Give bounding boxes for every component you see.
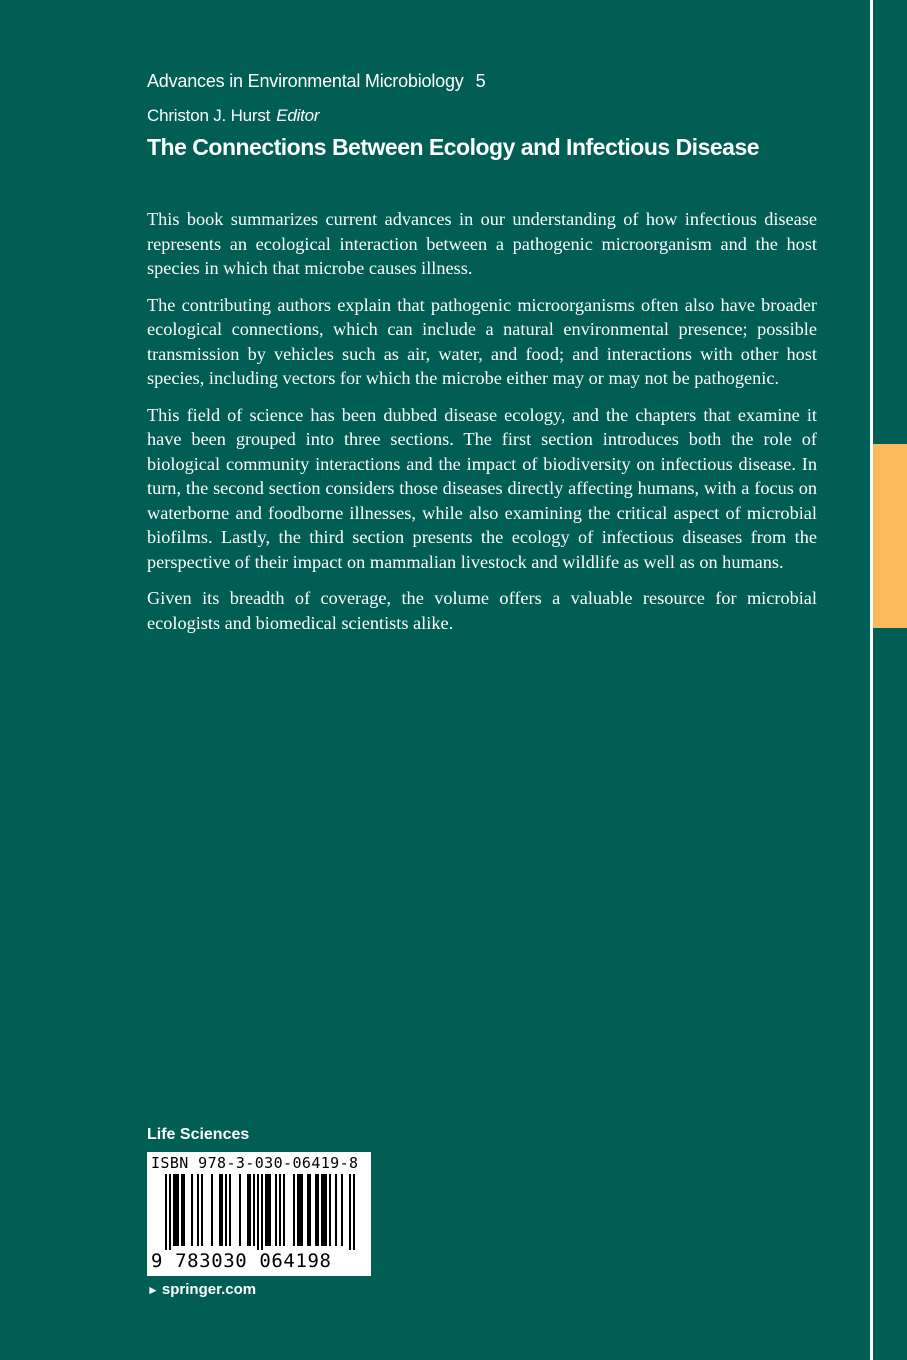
barcode-bar: [221, 1174, 223, 1246]
barcode-bar: [219, 1174, 221, 1246]
barcode-bar: [165, 1174, 167, 1250]
barcode-bar: [175, 1174, 177, 1246]
barcode-bar: [265, 1174, 267, 1246]
barcode-bar: [191, 1174, 193, 1246]
barcode-bar: [177, 1174, 179, 1246]
barcode-bar: [341, 1174, 343, 1246]
barcode-bar: [169, 1174, 171, 1250]
barcode-bar: [239, 1174, 241, 1246]
barcode-bar: [323, 1174, 325, 1246]
book-description: [147, 207, 817, 647]
editor-line: [147, 104, 319, 128]
barcode-bar: [329, 1174, 331, 1246]
barcode-bar: [267, 1174, 269, 1246]
barcode-bar: [229, 1174, 231, 1246]
editor-name: Christon J. Hurst: [147, 106, 271, 125]
barcode-bar: [321, 1174, 323, 1246]
barcode-bar: [335, 1174, 337, 1246]
isbn-barcode: [147, 1152, 371, 1276]
barcode-bar: [249, 1174, 251, 1246]
barcode-bar: [269, 1174, 271, 1246]
description-paragraph: This field of science has been dubbed disease ecology, and the chapters that examine it have been grouped into three sections. The first section introduces both the role of biological community interactions and the impact of biodiversity on infectious disease. In turn, the second section considers those diseases directly affecting humans, with a focus on waterborne and foodborne illnesses, while also examining the critical aspect of microbial biofilms. Lastly, the third section presents the ecology of infectious diseases from the perspective of their impact on mammalian livestock and wildlife as well as on humans.: [147, 404, 817, 572]
barcode-bar: [197, 1174, 199, 1246]
barcode-bar: [173, 1174, 175, 1246]
description-paragraph: The contributing authors explain that pathogenic microorganisms often also have broader ecological connections, which can include a natural environmental presence; possible transmission by vehicles such as air, water, and food; and interactions with other host species, including vectors for which the microbe either may or may not be pathogenic.: [147, 294, 817, 388]
publisher-website: [147, 1279, 256, 1301]
barcode-bar: [257, 1174, 259, 1250]
arrow-icon: ►: [147, 1283, 159, 1297]
barcode-bar: [307, 1174, 309, 1246]
barcode-bar: [299, 1174, 301, 1246]
barcode-bar: [293, 1174, 295, 1246]
spine-accent-band: [873, 444, 907, 628]
barcode-bar: [353, 1174, 355, 1250]
editor-role: Editor: [276, 106, 320, 125]
ean-digits: 9 783030 064198: [151, 1250, 332, 1272]
barcode-bar: [275, 1174, 277, 1246]
barcode-bar: [349, 1174, 351, 1250]
description-paragraph: This book summarizes current advances in our understanding of how infectious disease represents an ecological interaction between a pathogenic microorganism and the host species in which that microbe causes illness.: [147, 209, 817, 278]
barcode-bar: [325, 1174, 327, 1246]
description-paragraph: Given its breadth of coverage, the volume offers a valuable resource for microbial ecologists and biomedical scientists alike.: [147, 588, 817, 633]
series-name: Advances in Environmental Microbiology: [147, 71, 464, 91]
spine-strip: [873, 0, 907, 1360]
barcode-bars: [147, 1174, 371, 1250]
isbn-label: ISBN 978-3-030-06419-8: [151, 1154, 359, 1172]
barcode-bar: [211, 1174, 213, 1246]
barcode-bar: [201, 1174, 203, 1246]
barcode-bar: [297, 1174, 299, 1246]
website-label: springer.com: [161, 1281, 257, 1298]
barcode-bar: [261, 1174, 263, 1250]
barcode-bar: [181, 1174, 183, 1246]
series-number: 5: [475, 71, 486, 91]
series-line: [147, 68, 485, 94]
subject-category: Life Sciences: [147, 1126, 250, 1143]
barcode-bar: [225, 1174, 227, 1246]
barcode-bar: [317, 1174, 319, 1246]
barcode-bar: [279, 1174, 281, 1246]
barcode-bar: [309, 1174, 311, 1246]
barcode-bar: [183, 1174, 185, 1246]
barcode-bar: [247, 1174, 249, 1246]
barcode-bar: [253, 1174, 255, 1246]
barcode-bar: [301, 1174, 303, 1246]
barcode-bar: [283, 1174, 285, 1246]
book-title: The Connections Between Ecology and Infectious Disease: [147, 134, 760, 160]
barcode-bar: [315, 1174, 317, 1246]
